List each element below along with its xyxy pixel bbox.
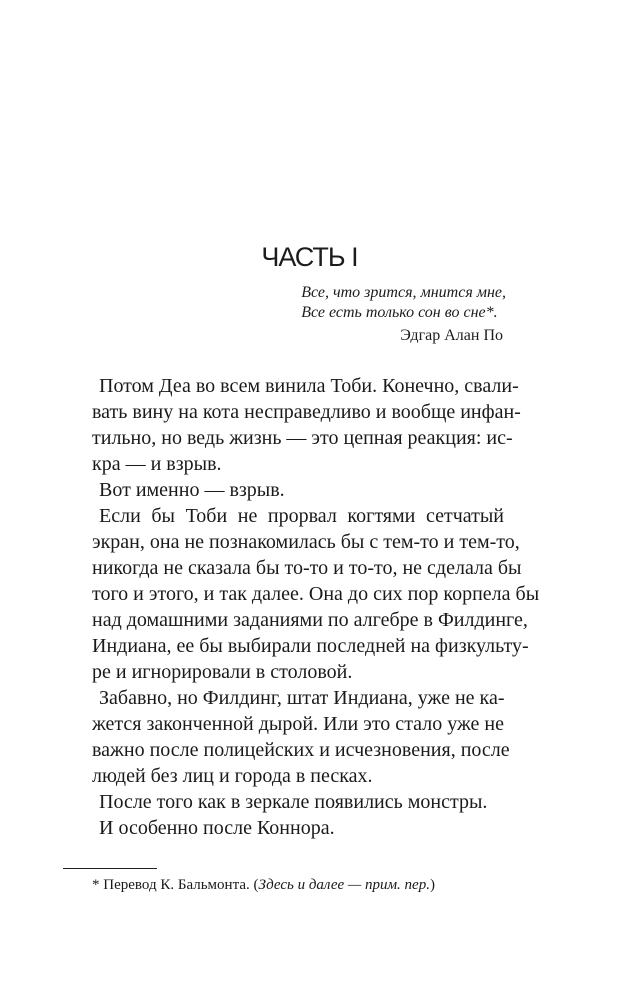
text-line: жется законченной дырой. Или это стало уже не <box>92 713 504 735</box>
text-line: тильно, но ведь жизнь — это цепная реакция: ис- <box>92 427 513 449</box>
footnote-close: ) <box>429 877 435 893</box>
text-line: кра — и взрыв. <box>92 453 222 475</box>
text-line: Если бы Тоби не прорвал когтями сетчатый <box>99 505 504 527</box>
text-line: Индиана, ее бы выбирали последней на физкульту- <box>92 635 529 657</box>
text-line: вать вину на кота несправедливо и вообще инфан- <box>92 401 521 423</box>
epigraph-line: Все есть только сон во сне*. <box>301 304 498 321</box>
part-title: ЧАСТЬ I <box>261 242 358 272</box>
text-line: Потом Деа во всем винила Тоби. Конечно, свали- <box>99 375 519 397</box>
text-line: того и этого, и так далее. Она до сих пор корпела бы <box>92 583 540 605</box>
footnote-italic-text: Здесь и далее — прим. пер. <box>258 877 430 893</box>
text-line: ре и игнорировали в столовой. <box>92 661 353 683</box>
text-line: Вот именно — взрыв. <box>99 479 285 501</box>
body-text <box>92 373 540 841</box>
text-line: И особенно после Коннора. <box>99 817 335 839</box>
epigraph-author: Эдгар Алан По <box>400 327 503 344</box>
footnote-text: * Перевод К. Бальмонта. ( <box>92 877 259 893</box>
text-line: После того как в зеркале появились монстры. <box>99 791 488 813</box>
text-line: никогда не сказала бы то-то и то-то, не сделала бы <box>92 557 522 579</box>
footnote-divider <box>63 868 157 869</box>
text-line: над домашними заданиями по алгебре в Филдинге, <box>92 609 528 631</box>
text-line: Забавно, но Филдинг, штат Индиана, уже не ка- <box>99 687 505 709</box>
text-line: важно после полицейских и исчезновения, после <box>92 739 510 761</box>
epigraph <box>301 283 506 323</box>
text-line: экран, она не познакомилась бы с тем-то и тем-то, <box>92 531 520 553</box>
text-line: людей без лиц и города в песках. <box>92 765 373 787</box>
epigraph-line: Все, что зрится, мнится мне, <box>301 284 506 301</box>
footnote <box>92 877 435 894</box>
